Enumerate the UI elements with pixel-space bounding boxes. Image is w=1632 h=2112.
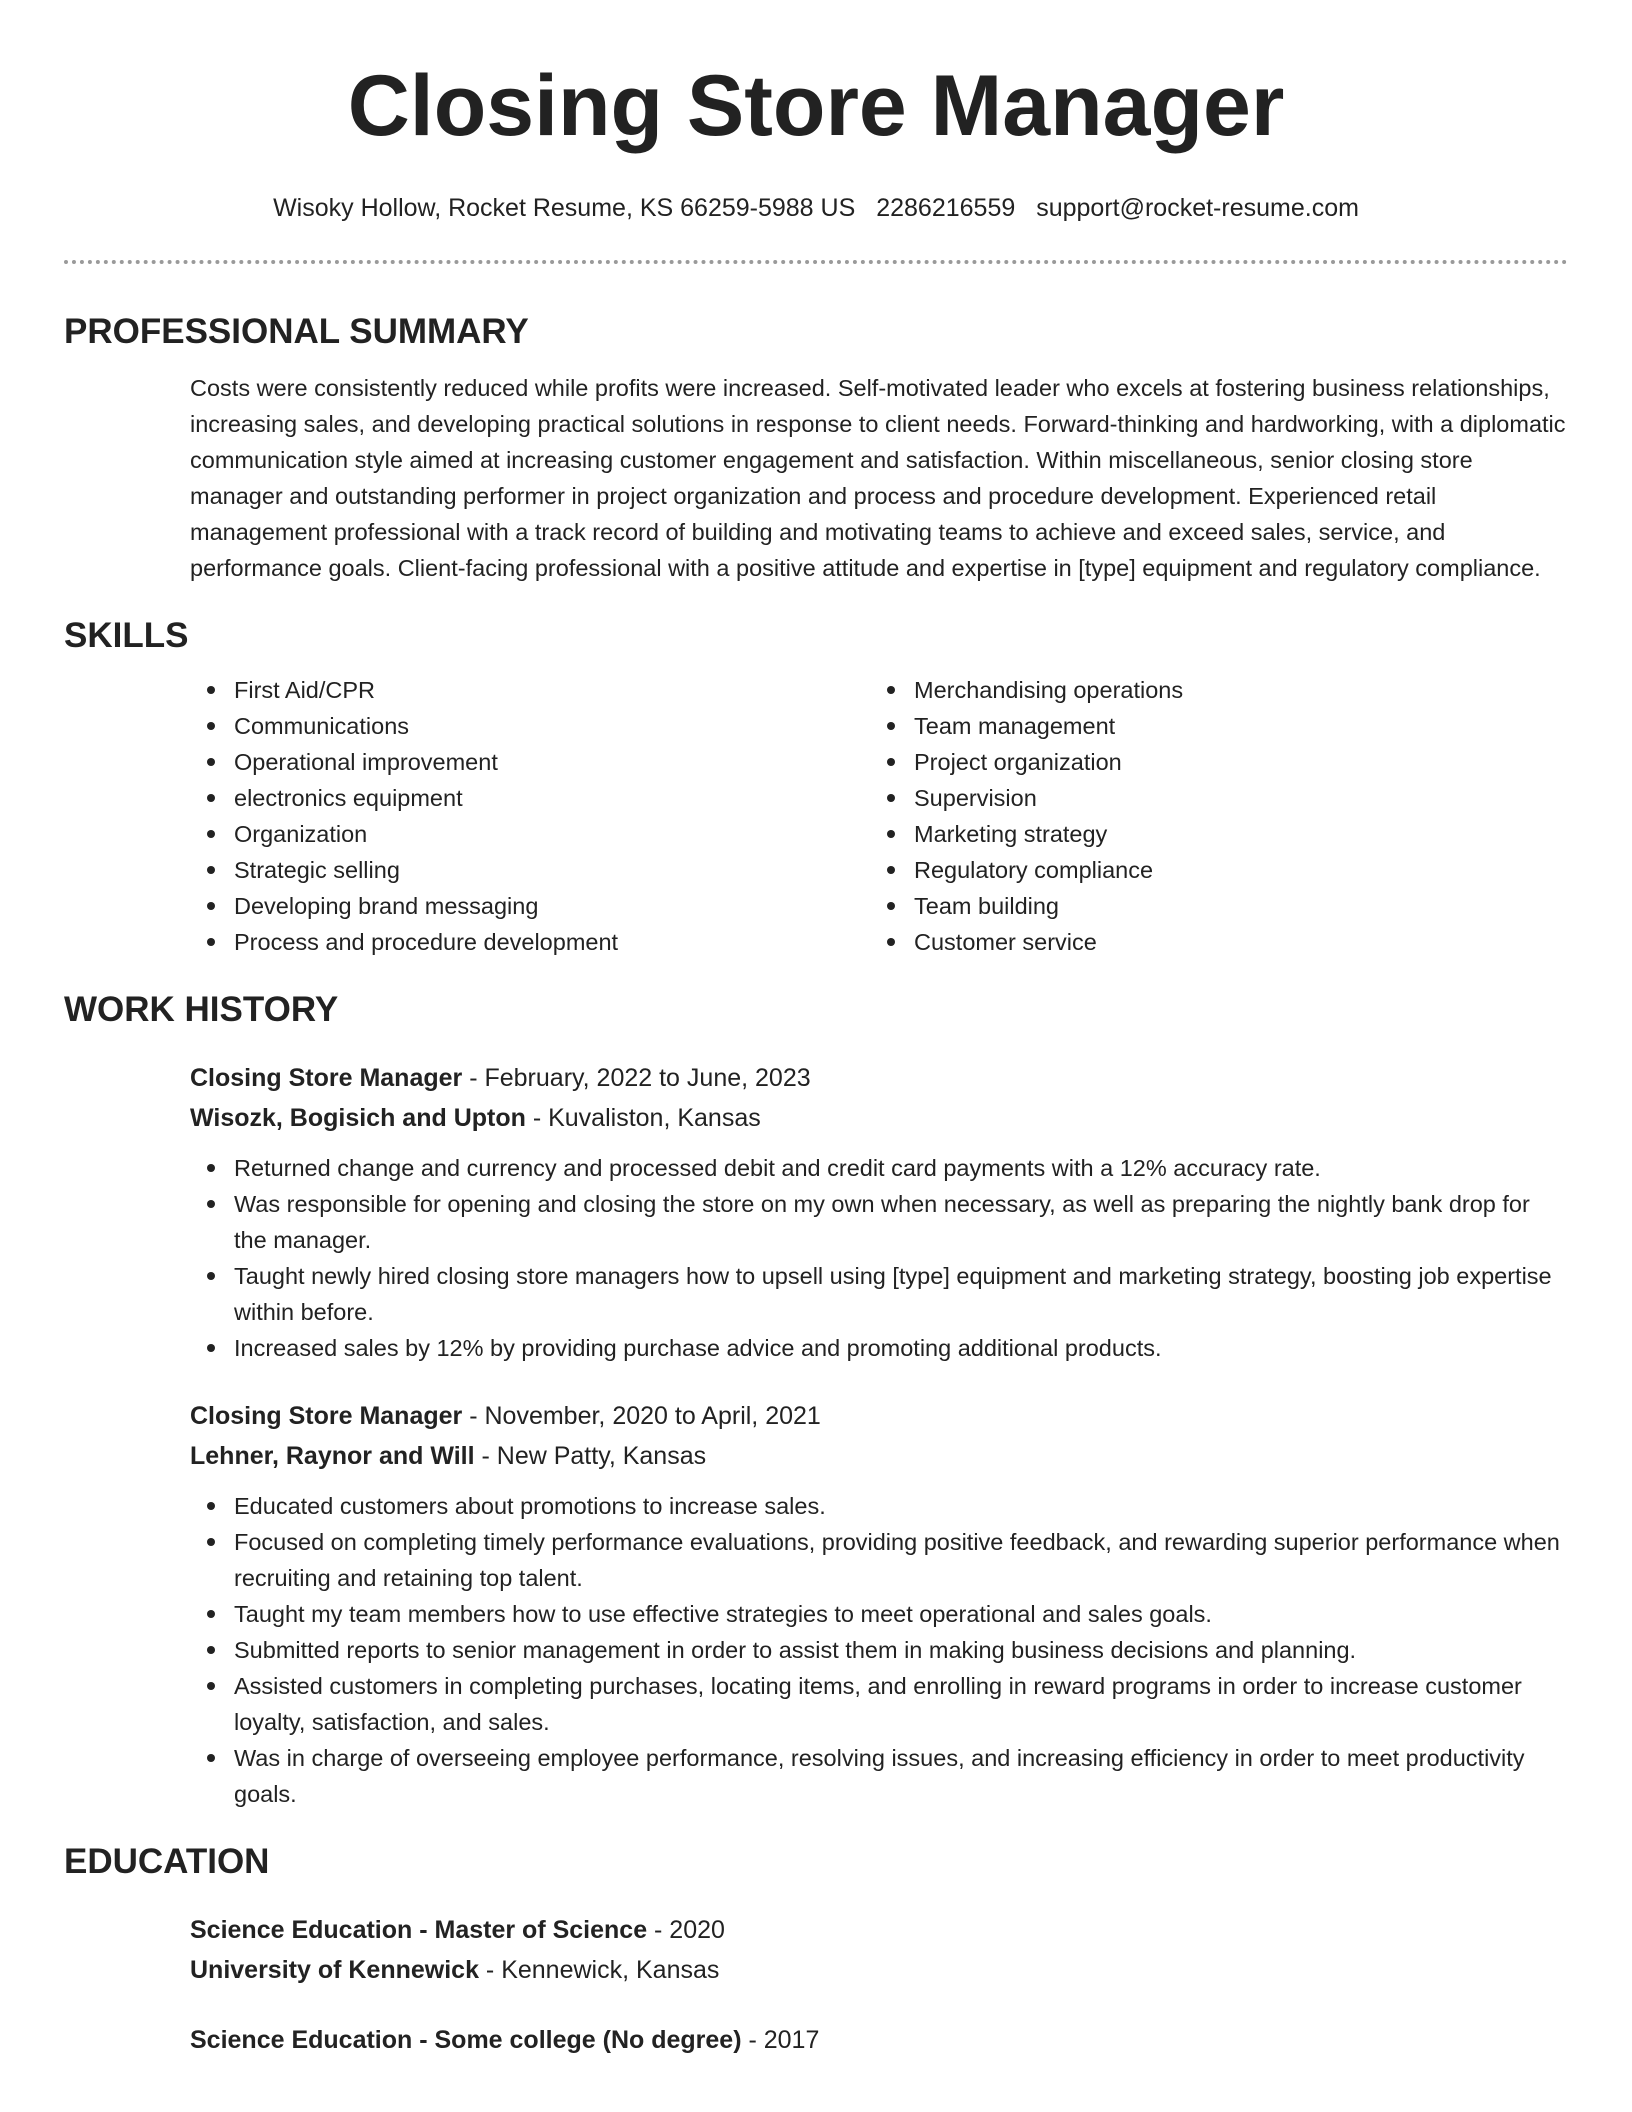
job-bullet: Returned change and currency and processed debit and credit card payments with a 12% accuracy rate.	[190, 1150, 1568, 1186]
job-bullet: Was responsible for opening and closing the store on my own when necessary, as well as preparing the nightly bank drop for the manager.	[190, 1186, 1568, 1258]
job-bullet: Taught newly hired closing store managers how to upsell using [type] equipment and marketing strategy, boosting job expertise within before.	[190, 1258, 1568, 1330]
skill-item: Merchandising operations	[870, 672, 1550, 708]
skill-item: Regulatory compliance	[870, 852, 1550, 888]
contact-address: Wisoky Hollow, Rocket Resume, KS 66259-5988 US	[273, 194, 856, 222]
job-bullet: Assisted customers in completing purchases, locating items, and enrolling in reward programs in order to increase customer loyalty, satisfaction, and sales.	[190, 1668, 1568, 1740]
job-company-line	[190, 1098, 1568, 1138]
education-degree-line	[190, 2020, 1568, 2060]
contact-line	[0, 192, 1632, 224]
skill-item: Strategic selling	[190, 852, 870, 888]
skills-section	[0, 614, 1632, 960]
job-company: Lehner, Raynor and Will	[190, 1442, 475, 1470]
contact-email: support@rocket-resume.com	[1036, 194, 1359, 222]
skills-grid	[190, 672, 1568, 960]
skill-item: Project organization	[870, 744, 1550, 780]
candidate-name: Closing Store Manager	[347, 58, 1285, 154]
skill-item: First Aid/CPR	[190, 672, 870, 708]
job-company-line	[190, 1436, 1568, 1476]
education-location: - Kennewick, Kansas	[478, 1956, 720, 1984]
education-school-line	[190, 1950, 1568, 1990]
contact-phone: 2286216559	[876, 194, 1016, 222]
work-section	[0, 988, 1632, 1812]
job-bullets	[190, 1150, 1568, 1366]
job-role: Closing Store Manager	[190, 1402, 463, 1430]
education-degree: Science Education - Master of Science	[190, 1916, 648, 1944]
job-location: - New Patty, Kansas	[474, 1442, 707, 1470]
education-school: University of Kennewick	[190, 1956, 479, 1984]
job-role-line	[190, 1396, 1568, 1436]
education-entry	[64, 2020, 1568, 2060]
skill-item: Team management	[870, 708, 1550, 744]
skill-item: electronics equipment	[190, 780, 870, 816]
job-bullet: Submitted reports to senior management in order to assist them in making business decisions and planning.	[190, 1632, 1568, 1668]
skill-item: Customer service	[870, 924, 1550, 960]
education-degree-line	[190, 1910, 1568, 1950]
education-degree: Science Education - Some college (No degree)	[190, 2026, 742, 2054]
job-entry	[64, 1396, 1568, 1812]
skill-item: Process and procedure development	[190, 924, 870, 960]
education-year: - 2017	[741, 2026, 820, 2054]
job-bullets	[190, 1488, 1568, 1812]
job-location: - Kuvaliston, Kansas	[525, 1104, 761, 1132]
job-company: Wisozk, Bogisich and Upton	[190, 1104, 526, 1132]
job-bullet: Was in charge of overseeing employee performance, resolving issues, and increasing efficiency in order to meet productivity goals.	[190, 1740, 1568, 1812]
skill-item: Organization	[190, 816, 870, 852]
job-dates: - November, 2020 to April, 2021	[462, 1402, 821, 1430]
job-bullet: Focused on completing timely performance evaluations, providing positive feedback, and rewarding superior performance when recruiting and retaining top talent.	[190, 1524, 1568, 1596]
skill-item: Operational improvement	[190, 744, 870, 780]
skills-right-column	[870, 672, 1550, 960]
summary-section	[0, 310, 1632, 586]
summary-title: PROFESSIONAL SUMMARY	[64, 312, 529, 351]
skill-item: Team building	[870, 888, 1550, 924]
skill-item: Marketing strategy	[870, 816, 1550, 852]
skills-title: SKILLS	[64, 616, 189, 655]
skill-item: Developing brand messaging	[190, 888, 870, 924]
job-entry	[64, 1058, 1568, 1366]
skill-item: Communications	[190, 708, 870, 744]
education-section	[0, 1840, 1632, 2060]
job-dates: - February, 2022 to June, 2023	[462, 1064, 811, 1092]
job-bullet: Educated customers about promotions to increase sales.	[190, 1488, 1568, 1524]
summary-text: Costs were consistently reduced while profits were increased. Self-motivated leader who excels at fostering business relationships, increasing sales, and developing practical solutions in response to client needs. Forward-thinking and hardworking, with a diplomatic communication style aimed at increasing customer engagement and satisfaction. Within miscellaneous, senior closing store manager and outstanding performer in project organization and process and procedure development. Experienced retail management professional with a track record of building and motivating teams to achieve and exceed sales, service, and performance goals. Client-facing professional with a positive attitude and expertise in [type] equipment and regulatory compliance.	[190, 375, 1566, 581]
education-entry	[64, 1910, 1568, 1990]
work-title: WORK HISTORY	[64, 990, 339, 1029]
skills-left-column	[190, 672, 870, 960]
job-role: Closing Store Manager	[190, 1064, 463, 1092]
job-bullet: Taught my team members how to use effective strategies to meet operational and sales goals.	[190, 1596, 1568, 1632]
education-title: EDUCATION	[64, 1842, 270, 1881]
job-bullet: Increased sales by 12% by providing purchase advice and promoting additional products.	[190, 1330, 1568, 1366]
header-divider	[64, 260, 1568, 264]
job-role-line	[190, 1058, 1568, 1098]
education-year: - 2020	[647, 1916, 725, 1944]
skill-item: Supervision	[870, 780, 1550, 816]
